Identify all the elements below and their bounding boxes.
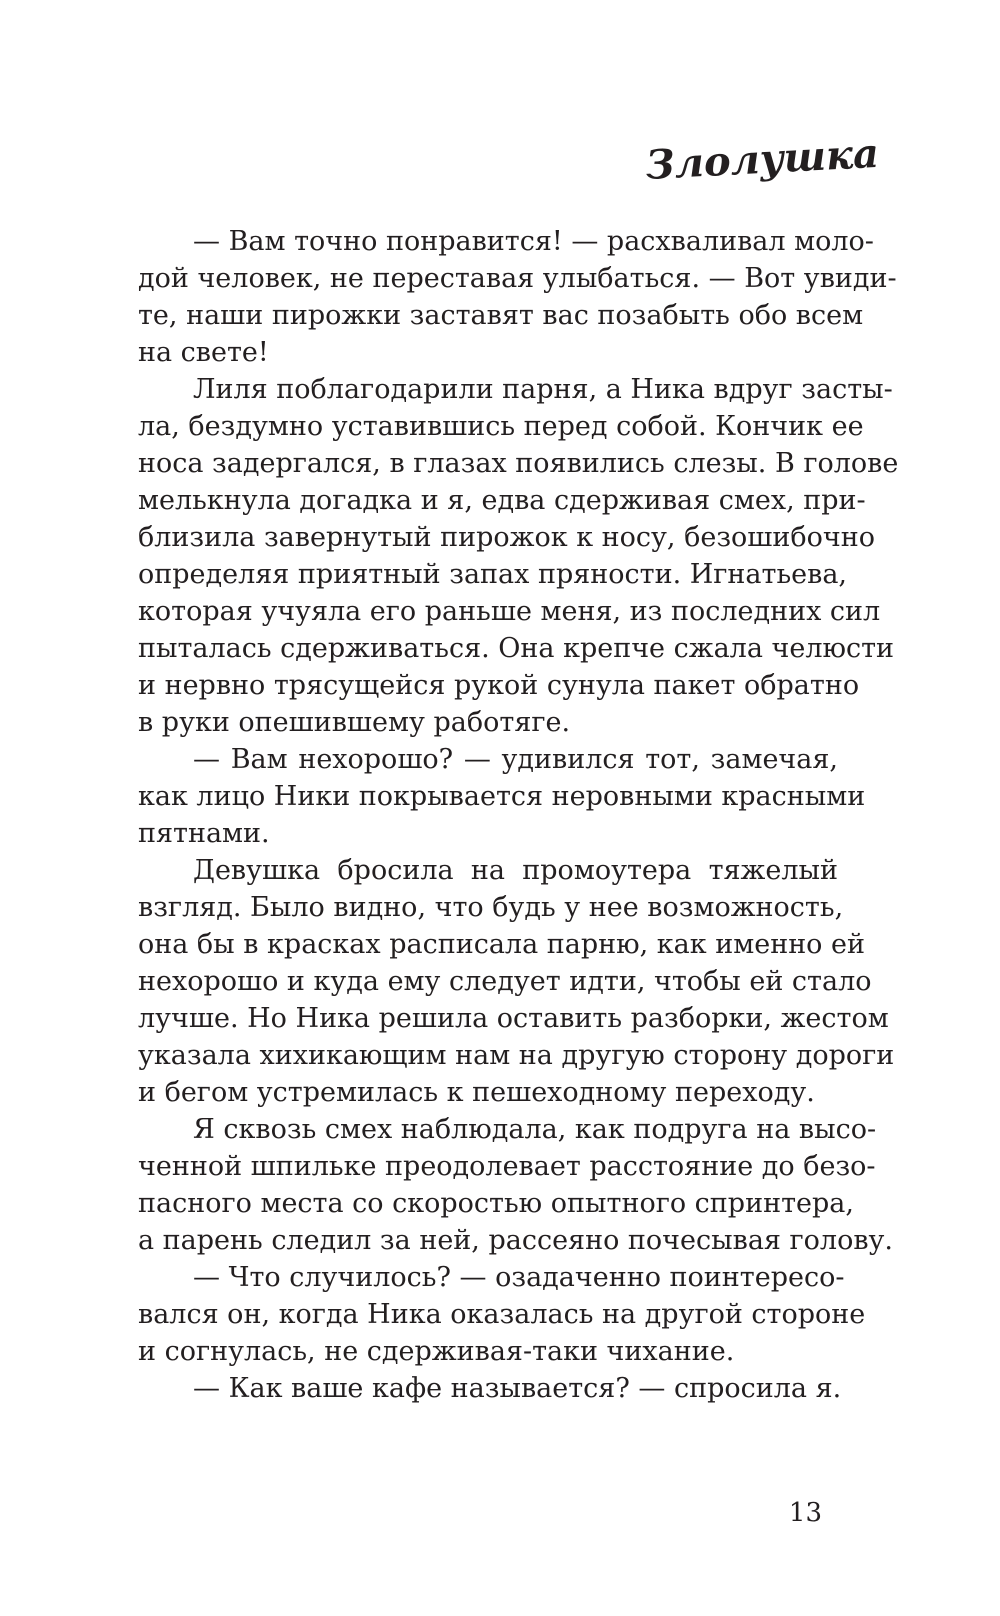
text-line: лучше. Но Ника решила оставить разборки, жестом — [138, 1003, 889, 1034]
text-line: ла, бездумно уставившись перед собой. Кончик ее — [138, 411, 864, 442]
text-line: Девушка бросила на промоутера тяжелый — [193, 855, 838, 886]
text-line: в руки опешившему работяге. — [138, 707, 571, 738]
text-line: — Что случилось? — озадаченно поинтересо- — [193, 1262, 845, 1293]
body-text — [138, 223, 899, 1407]
text-line: Лиля поблагодарили парня, а Ника вдруг засты- — [193, 374, 893, 405]
text-line: мелькнула догадка и я, едва сдерживая смех, при- — [138, 485, 866, 516]
text-line: пятнами. — [138, 818, 270, 849]
text-line: дой человек, не переставая улыбаться. — Вот увиди- — [138, 263, 897, 294]
text-line: она бы в красках расписала парню, как именно ей — [138, 929, 865, 960]
text-line: нехорошо и куда ему следует идти, чтобы ей стало — [138, 966, 872, 997]
text-line: указала хихикающим нам на другую сторону дороги — [138, 1040, 895, 1071]
text-line: — Вам точно понравится! — расхваливал моло- — [193, 226, 874, 257]
text-line: а парень следил за ней, рассеяно почесывая голову. — [138, 1225, 894, 1256]
text-line: ченной шпильке преодолевает расстояние до безо- — [138, 1151, 876, 1182]
text-line: вался он, когда Ника оказалась на другой стороне — [138, 1299, 866, 1330]
text-line: — Как ваше кафе называется? — спросила я. — [193, 1373, 842, 1404]
text-line: Я сквозь смех наблюдала, как подруга на высо- — [193, 1114, 877, 1145]
text-line: те, наши пирожки заставят вас позабыть обо всем — [138, 300, 864, 331]
text-line: — Вам нехорошо? — удивился тот, замечая, — [193, 744, 838, 775]
text-line: носа задергался, в глазах появились слезы. В голове — [138, 448, 899, 479]
text-line: и согнулась, не сдерживая-таки чихание. — [138, 1336, 735, 1367]
text-line: как лицо Ники покрывается неровными красными — [138, 781, 866, 812]
text-line: пыталась сдерживаться. Она крепче сжала челюсти — [138, 633, 895, 664]
text-line: которая учуяла его раньше меня, из последних сил — [138, 596, 881, 627]
running-head-title — [642, 126, 881, 196]
text-line: пасного места со скоростью опытного спринтера, — [138, 1188, 854, 1219]
text-line: близила завернутый пирожок к носу, безошибочно — [138, 522, 876, 553]
text-line: на свете! — [138, 337, 269, 368]
page-number: 13 — [788, 1498, 822, 1528]
text-line: и бегом устремилась к пешеходному переходу. — [138, 1077, 815, 1108]
running-head-logo — [642, 126, 881, 196]
svg-text:Злолушка: Злолушка — [644, 129, 881, 189]
text-line: взгляд. Было видно, что будь у нее возможность, — [138, 892, 844, 923]
text-line: и нервно трясущейся рукой сунула пакет обратно — [138, 670, 860, 701]
text-line: определяя приятный запах пряности. Игнатьева, — [138, 559, 848, 590]
